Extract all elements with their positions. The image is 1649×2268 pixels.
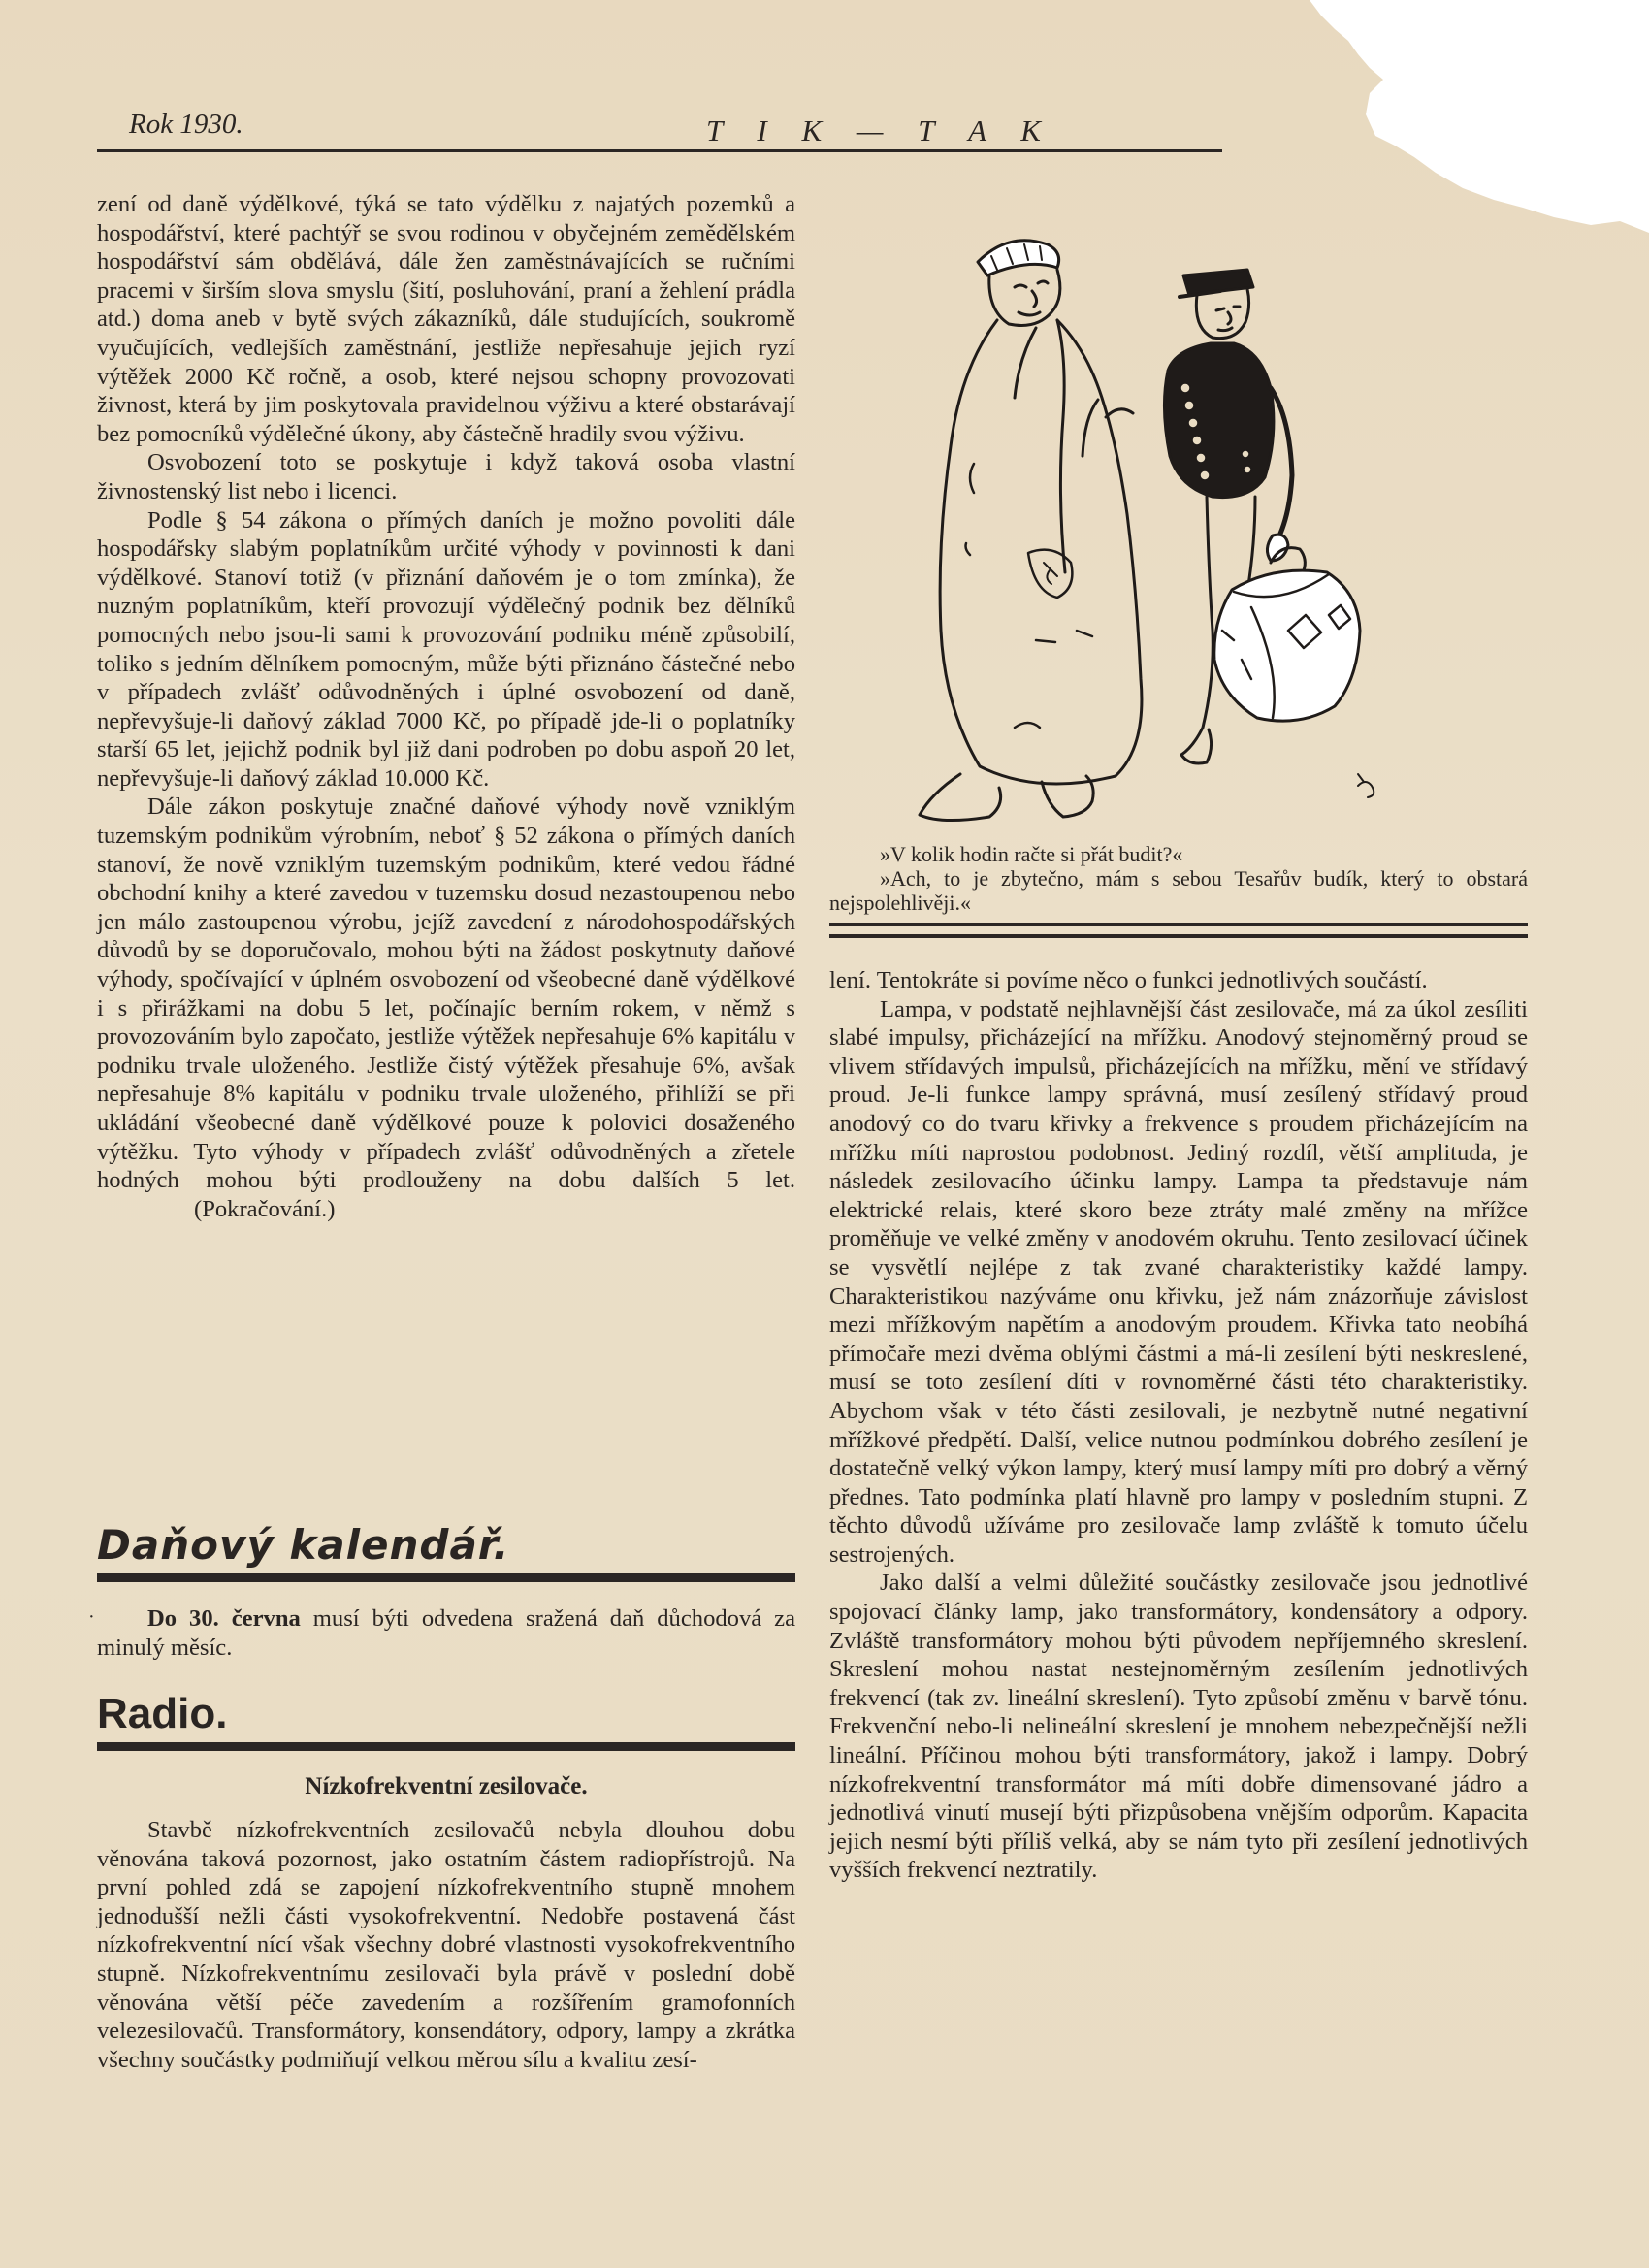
header-rule: [97, 149, 1222, 152]
caption-line: »V kolik hodin račte si přát budit?«: [880, 842, 1183, 866]
cartoon-illustration: [873, 223, 1416, 844]
paragraph: Lampa, v podstatě nejhlavnější část zesilovače, má za úkol zesíliti slabé impulsy, přicházející na mřížku. Anodový stejnoměrný proud se vlivem střídavých impulsů, přicházejících na mřížku, mění ve střídavý proud. Je-li funkce lampy správná, musí zesílený střídavý proud anodový co do tvaru křivky a frekvence s proudem přicházejícím na mřížku míti naprostou podobnost. Jediný rozdíl, větší amplituda, je následek zesilovacího účinku lampy. Lampa ta představuje nám elektrické relais, které skoro beze ztráty malé změny na mřížce proměňuje ve velké změny v anodovém okruhu. Tento zesilovací účinek se vysvětlí nejlépe z tak zvané charakteristiky každé lampy. Charakteristikou nazýváme onu křivku, jež nám znázorňuje závislost mezi mřížkovým napětím a anodovým proudem. Křivka tato neobíhá přímočaře mezi dvěma oblými částmi a má-li zesílení býti neskreslené, musí se toto zesílení díti v rovnoměrné části této charakteristiky. Abychom však v této části zesilovali, je nezbytně nutné negativní mřížkové předpětí. Další, velice nutnou podmínkou dobrého zesílení je dostatečně velký výkon lampy, který musí lampy míti pro dobrý a věrný přednes. Tato podmínka platí hlavně pro lampy v posledním stupni. Z těchto důvodů užíváme pro zesilovače lamp zvláště k tomuto účelu sestrojených.: [829, 995, 1528, 1568]
guest-feet: [920, 774, 1093, 821]
cartoon-caption: [829, 842, 1528, 915]
header-year: Rok 1930.: [129, 109, 243, 140]
caption-rule: [829, 934, 1528, 938]
header-title: T I K — T A K: [706, 113, 1054, 147]
paragraph: Jako další a velmi důležité součástky zesilovače jsou jednotlivé spojovací články lamp, jako transformátory, kondensátory a odpory. Zvláště transformátory mohou býti původem nepříjemného skreslení. Skreslení mohou nastat nestejnoměrným zesílením jednotlivých frekvencí (tak zv. lineální skreslení). Tyto způsobí změnu v barvě tónu. Frekvenční nebo-li nelineální skreslení je mnohem nebezpečnější nežli lineální. Příčinou mohou býti transformátory, jakož i lampy. Dobrý nízkofrekventní transformátor má míti dobře dimensované jádro a jednotlivá vinutí musejí býti přizpůsobena vnějším odporům. Kapacita jejich nesmí býti příliš velká, aby se nám tyto při zesílení jednotlivých vyšších frekvencí neztratily.: [829, 1570, 1528, 1884]
left-column: [97, 190, 795, 1223]
paragraph-text: Dále zákon poskytuje značné daňové výhody nově vzniklým tuzemským podnikům výrobním, neboť § 52 zákona o přímých daních stanoví, že nově vzniklým tuzemským podnikům, které vedou řádné obchodní knihy a které zavedou v tuzemsku dosud nezastoupenou nebo jen málo zastoupenou výrobu, jejíž zavedení z národohospodářských důvodů by se doporučovalo, mohou býti na žádost poskytnuty daňové výhody, spočívající v úplném osvobození od všeobecné daně výdělkové i s přirážkami na dobu 5 let, počínajíc berním rokem, v němž s provozováním bylo započato, jestliže výtěžek nepřesahuje 6% kapitálu v podniku trvale uloženého. Jestliže čistý výtěžek přesahuje 6%, avšak nepřesahuje 8% kapitálu v podniku trvale uloženého, přihlíží se při ukládání všeobecné daně výdělkové pouze k polovici dosaženého výtěžku. Tyto výhody v případech zvlášť odůvodněných a zřetele hodných mohou býti prodlouženy na dobu dalších 5 let.: [97, 794, 795, 1194]
paragraph: Podle § 54 zákona o přímých daních je možno povoliti dále hospodářsky slabým poplatníkům určité výhody v povinnosti k dani výdělkové. Stanoví totiž (v přiznání daňovém je o tom zmínka), že nuzným poplatníkům, kteří provozují výdělečný podnik bez dělníků pomocných nebo jsou-li sami k provozování podniku méně způsobilí, toliko s jedním dělníkem pomocným, může býti přiznáno částečné nebo v případech zvlášť odůvodněných i úplné osvobození od daně, nepřevyšuje-li daňový základ 7000 Kč, po případě jde-li o poplatníky starší 65 let, jejichž podnik byl již dani podroben po dobu aspoň 20 let, nepřevyšuje-li daňový základ 10.000 Kč.: [97, 506, 795, 792]
paragraph: lení. Tentokráte si povíme něco o funkci jednotlivých součástí.: [829, 967, 1428, 993]
paragraph: [97, 793, 795, 1223]
paragraph: Osvobození toto se poskytuje i když taková osoba vlastní živnostenský list nebo i licenci.: [97, 449, 795, 504]
section-rule: [97, 1742, 795, 1751]
caption-rule: [829, 923, 1528, 926]
continued-note: (Pokračování.): [194, 1195, 336, 1222]
torn-corner: [1203, 0, 1649, 233]
kalendar-body: musí býti odvedena sražená daň důchodová za minulý měsíc.: [97, 1605, 795, 1661]
porter-jacket: [1164, 343, 1273, 498]
radio-subtitle: Nízkofrekventní zesilovače.: [305, 1773, 588, 1799]
guest-face: [989, 270, 1060, 326]
guest-cap: [978, 241, 1059, 275]
section-rule: [97, 1573, 795, 1582]
right-column: [829, 966, 1528, 1885]
guest-coat: [940, 320, 1142, 784]
kalendar-title: Daňový kalendář.: [97, 1521, 510, 1569]
radio-column: [97, 1816, 795, 2074]
paragraph: zení od daně výdělkové, týká se tato výdělku z najatých pozemků a hospodářství, které pachtýř se svou rodinou v obyčejném zemědělském hospodářství sám obdělává, dále žen zaměstnávajících se ručními pracemi v širším slova smyslu (šití, posluhování, praní a žehlení prádla atd.) doma aneb v bytě svých zákazníků, dále studujících, soukromě vyučujících, vedlejších zaměstnání, jestliže nepřesahuje jejich ryzí výtěžek 2000 Kč ročně, a osob, které nejsou schopny provozovati živnost, která by jim poskytovala pravidelnou výživu a které obstarávají bez pomocníků výdělečné úkony, aby částečně hradily svou výživu.: [97, 191, 795, 447]
paragraph: Stavbě nízkofrekventních zesilovačů nebyla dlouhou dobu věnována taková pozornost, jako ostatním částem radiopřístrojů. Na první pohled zdá se zapojení nízkofrekventního stupně mnohem jednodušší nežli části vysokofrekventní. Nedobře postavená část nízkofrekventní nící však všechny dobré vlastnosti vysokofrekventního stupně. Nízkofrekventnímu zesilovači byla právě v poslední době věnována větší péče zavedením a rozšířením gramofonních velezesilovačů. Transformátory, konsendátory, odpory, lampy a zkrátka všechny součástky podmiňují velkou měrou sílu a kvalitu zesí-: [97, 1817, 795, 2073]
bullet-mark: ·: [88, 1606, 95, 1628]
caption-line: »Ach, to je zbytečno, mám s sebou Tesařův budík, který to obstará nejspolehlivěji.«: [829, 866, 1528, 915]
kalendar-lead: Do 30. června: [147, 1605, 301, 1632]
artist-signature: [1358, 774, 1374, 797]
kalendar-text: [97, 1604, 795, 1662]
radio-title: Radio.: [97, 1690, 228, 1737]
